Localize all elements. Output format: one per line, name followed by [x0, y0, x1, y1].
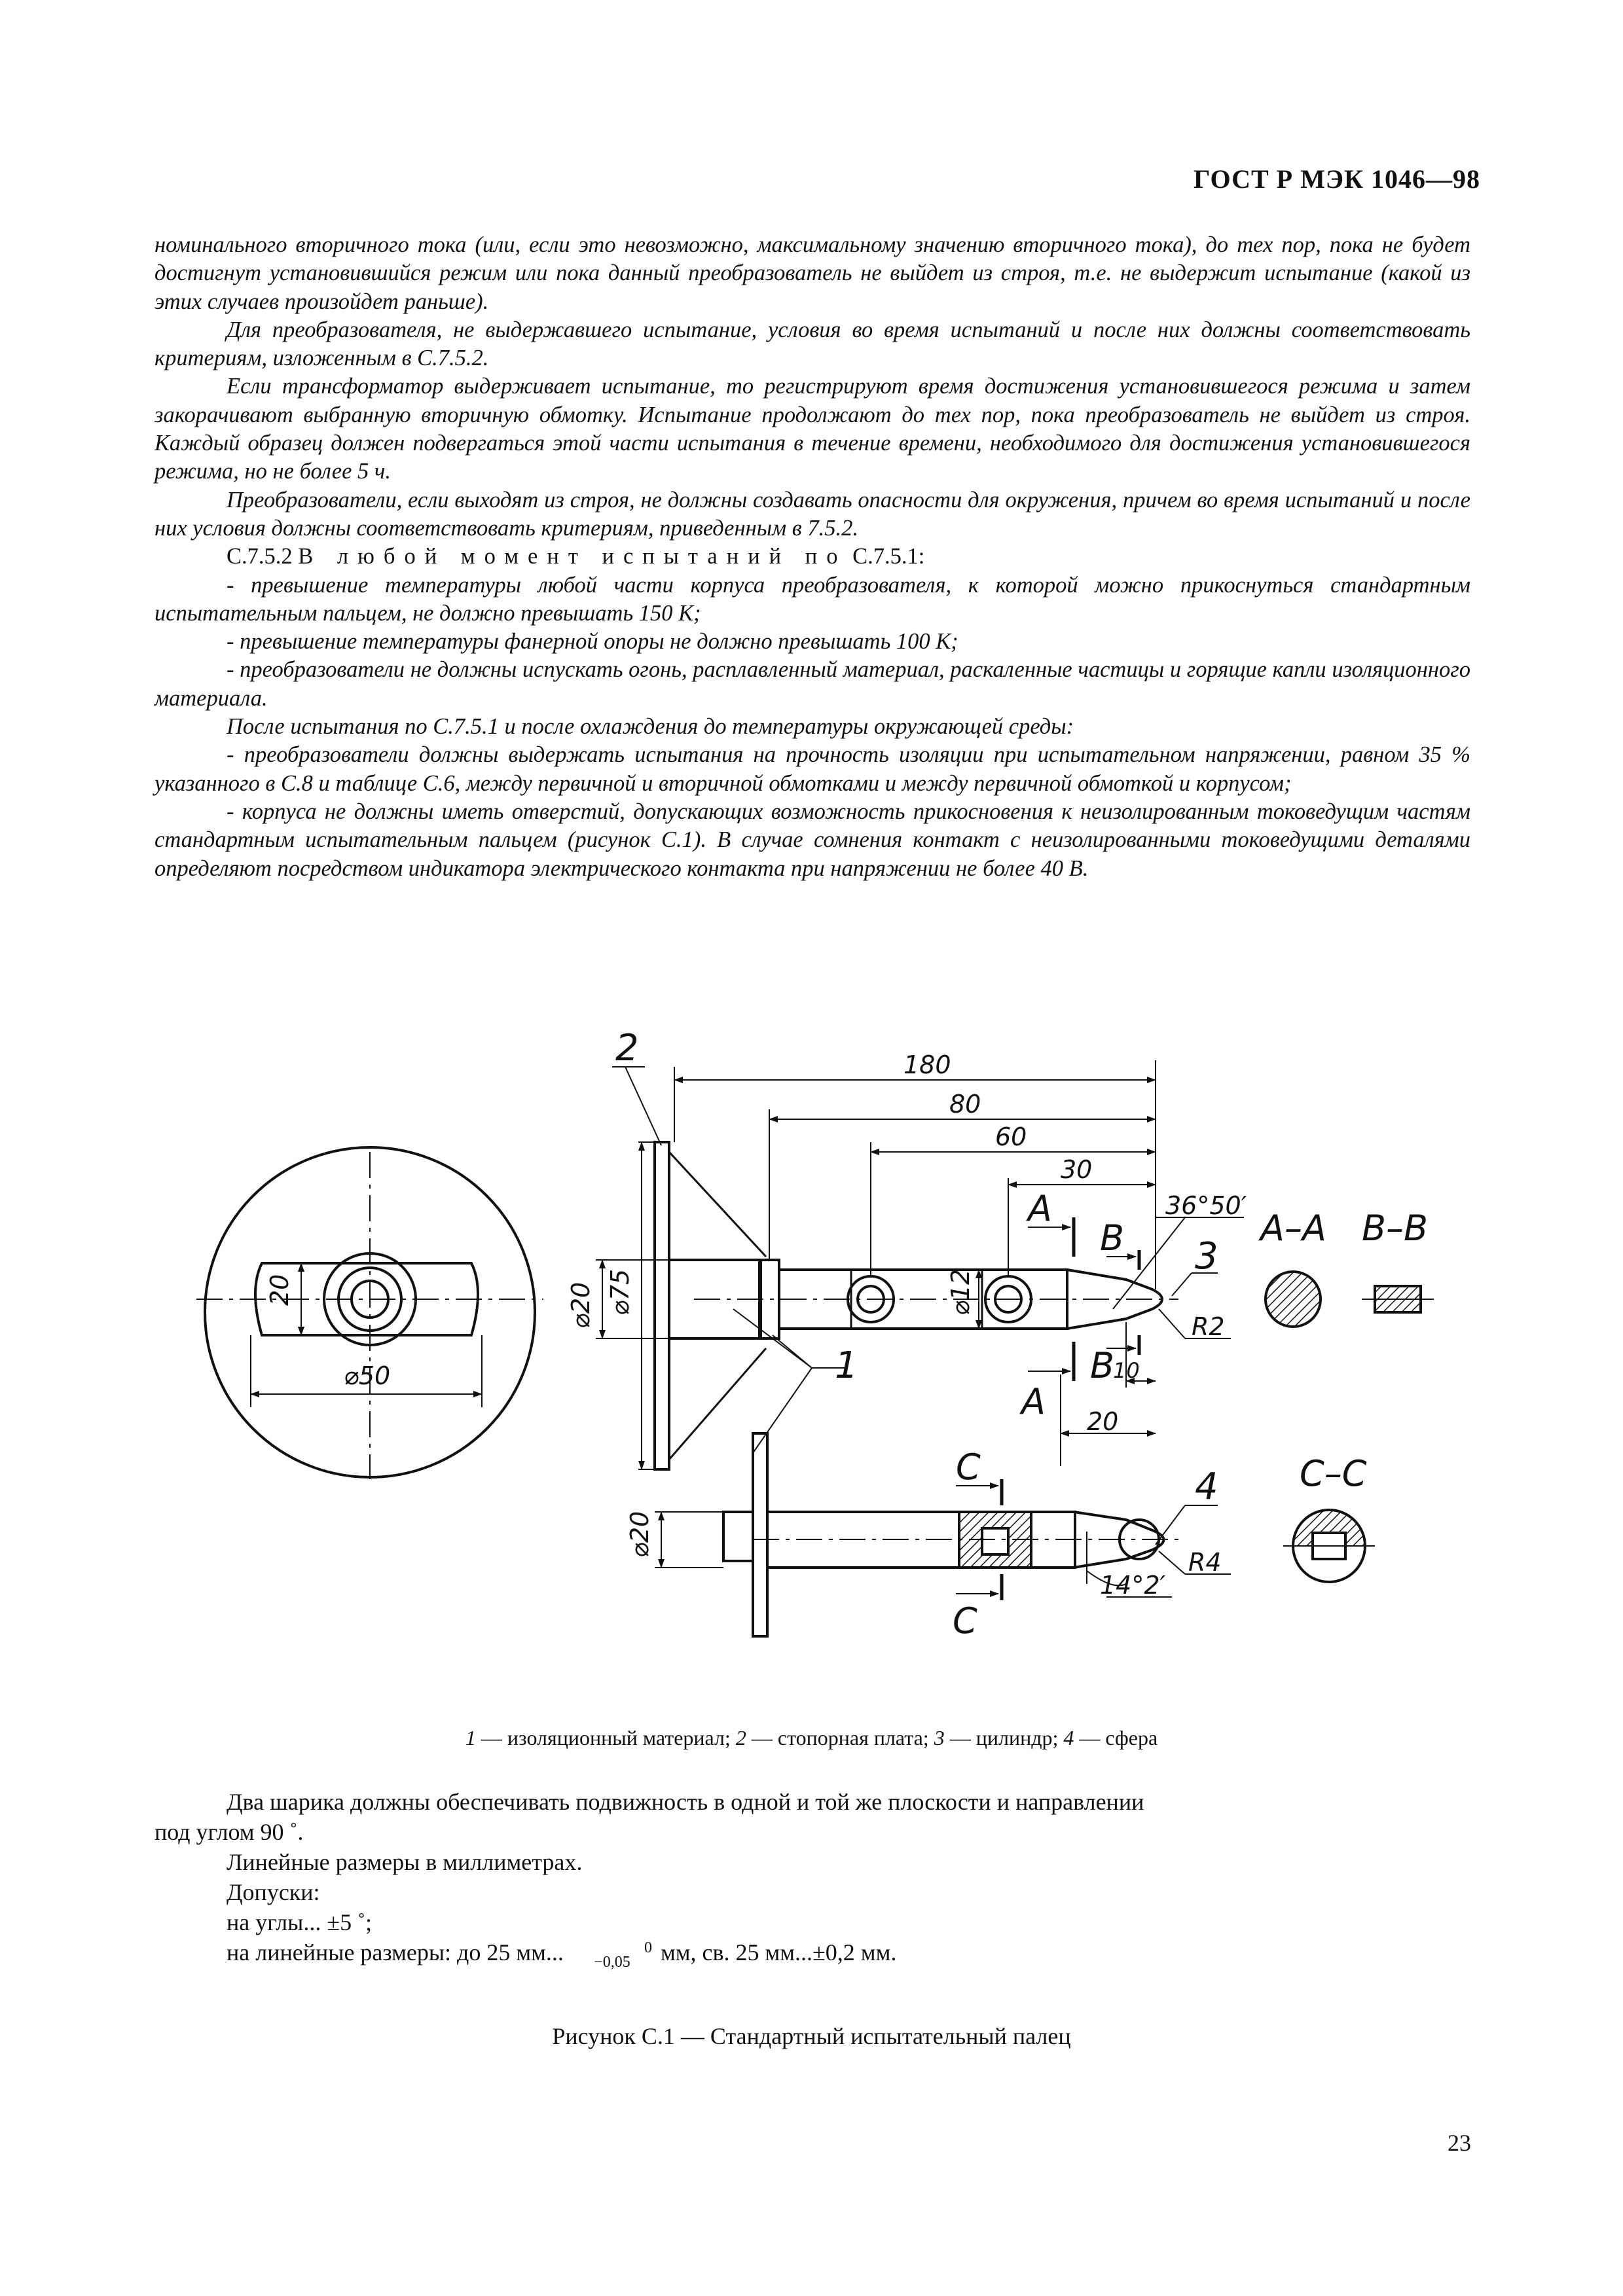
list-item: - превышение температуры фанерной опоры не должно превышать 100 К;	[227, 629, 958, 655]
tolerance-text-2: мм, св. 25 мм...±0,2 мм.	[660, 1939, 897, 1965]
section-aa	[1266, 1272, 1321, 1327]
legend-num: 4	[1063, 1726, 1074, 1749]
legend-text: — изоляционный материал;	[475, 1726, 736, 1749]
clause-text: В любой момент испытаний по	[298, 544, 847, 569]
section-mark-b-top: В	[1100, 1217, 1125, 1259]
dim-80: 80	[949, 1090, 981, 1119]
note-line: Линейные размеры в миллиметрах.	[227, 1849, 583, 1875]
figure-test-finger	[0, 982, 1623, 1767]
radius-r4: R4	[1188, 1548, 1222, 1577]
body-text	[155, 231, 1470, 883]
note-line: на углы... ±5 ˚;	[227, 1909, 373, 1935]
angle-14-2: 14°2′	[1100, 1571, 1166, 1600]
clause-number: С.7.5.2	[227, 544, 293, 569]
lower-stop-plate	[753, 1433, 767, 1636]
legend-text: — сфера	[1074, 1726, 1158, 1749]
paragraph: Если трансформатор выдерживает испытание, то регистрируют время достижения установившегося режима и затем закорачивают выбранную вторичную обмотку. Испытание продолжают до тех пор, пока преобразователь не выйдет из строя. Каждый образец должен подвергаться этой части испытания в течение времени, необходимого для достижения установившегося режима, но не более 5 ч.	[155, 374, 1470, 484]
section-title-aa: А–А	[1260, 1208, 1326, 1249]
figure-notes	[155, 1787, 1470, 1969]
radius-r2: R2	[1192, 1312, 1225, 1341]
clause-ref: С.7.5.1:	[852, 544, 925, 569]
list-item: - преобразователи должны выдержать испытания на прочность изоляции при испытательном напряжении, равном 35 % указанного в С.8 и таблице С.6, между первичной и вторичной обмотками и между первичной обмоткой и корпусом;	[155, 742, 1470, 796]
note-line-tolerance	[155, 1937, 1470, 1969]
dim-60: 60	[995, 1122, 1027, 1151]
paragraph: Для преобразователя, не выдержавшего испытание, условия во время испытаний и после них должны соответствовать критериям, изложенным в С.7.5.2.	[155, 317, 1470, 371]
paragraph: номинального вторичного тока (или, если это невозможно, максимальному значению вторичного тока), до тех пор, пока не будет достигнут установившийся режим или пока данный преобразователь не выйдет из строя, т.е. не выдержит испытание (какой из этих случаев произойдет раньше).	[155, 232, 1470, 314]
tolerance-text: на линейные размеры: до 25 мм...	[227, 1939, 564, 1965]
note-line: под углом 90 ˚.	[155, 1819, 304, 1845]
page-number: 23	[1448, 2130, 1471, 2156]
dim-180: 180	[903, 1050, 951, 1079]
clause-heading	[155, 543, 1470, 571]
tolerance-fraction	[572, 1941, 652, 1969]
dim-diameter-12: ⌀12	[946, 1268, 975, 1316]
section-mark-a-bottom: А	[1021, 1381, 1046, 1422]
note-line: Два шарика должны обеспечивать подвижность в одной и той же плоскости и направлении	[227, 1789, 1144, 1815]
section-mark-c-bottom: С	[953, 1600, 977, 1641]
list-item: - превышение температуры любой части корпуса преобразователя, к которой можно прикоснуться стандартным испытательным пальцем, не должно превышать 150 К;	[155, 572, 1470, 626]
dim-diameter-20: ⌀20	[566, 1282, 595, 1329]
label-1: 1	[835, 1344, 858, 1387]
section-title-bb: В–В	[1362, 1208, 1429, 1249]
label-3: 3	[1195, 1235, 1218, 1278]
paragraph: Преобразователи, если выходят из строя, не должны создавать опасности для окружения, причем во время испытаний и после них условия должны соответствовать критериям, приведенным в 7.5.2.	[155, 487, 1470, 541]
figure-caption: Рисунок С.1 — Стандартный испытательный палец	[552, 2023, 1071, 2049]
figure-legend	[0, 1726, 1623, 1750]
legend-num: 3	[934, 1726, 945, 1749]
section-mark-c-top: С	[956, 1446, 981, 1488]
stop-plate	[655, 1142, 669, 1469]
section-mark-b-bottom: В	[1090, 1345, 1115, 1386]
technical-drawing	[0, 982, 1623, 1767]
dim-diameter-20-lower: ⌀20	[625, 1511, 654, 1558]
dim-20-lower: 20	[1087, 1407, 1119, 1436]
note-line: Допуски:	[227, 1879, 320, 1905]
dim-10: 10	[1113, 1358, 1140, 1383]
label-2: 2	[615, 1027, 639, 1069]
section-title-cc: С–С	[1300, 1453, 1367, 1494]
legend-text: — стопорная плата;	[746, 1726, 934, 1749]
dim-diameter-50: ⌀50	[344, 1361, 391, 1390]
label-4: 4	[1195, 1465, 1218, 1508]
angle-36-50: 36°50′	[1165, 1191, 1247, 1220]
section-mark-a-top: А	[1028, 1188, 1052, 1229]
list-item: - корпуса не должны иметь отверстий, допускающих возможность прикосновения к неизолированным токоведущим частям стандартным испытательным пальцем (рисунок С.1). В случае сомнения контакт с неизолированными токоведущими деталями определяют посредством индикатора электрического контакта при напряжении не более 40 В.	[155, 798, 1470, 881]
tolerance-lower: −0,05	[594, 1953, 630, 1971]
tolerance-upper: 0	[644, 1939, 652, 1956]
dim-diameter-75: ⌀75	[606, 1268, 634, 1316]
legend-num: 1	[465, 1726, 476, 1749]
legend-num: 2	[735, 1726, 746, 1749]
document-header: ГОСТ Р МЭК 1046—98	[1194, 164, 1480, 194]
legend-text: — цилиндр;	[944, 1726, 1064, 1749]
dim-30: 30	[1061, 1155, 1093, 1184]
list-item: - преобразователи не должны испускать огонь, расплавленный материал, раскаленные частицы и горящие капли изоляционного материала.	[155, 657, 1470, 711]
paragraph: После испытания по С.7.5.1 и после охлаждения до температуры окружающей среды:	[227, 714, 1074, 740]
dim-20-vertical: 20	[265, 1274, 294, 1306]
